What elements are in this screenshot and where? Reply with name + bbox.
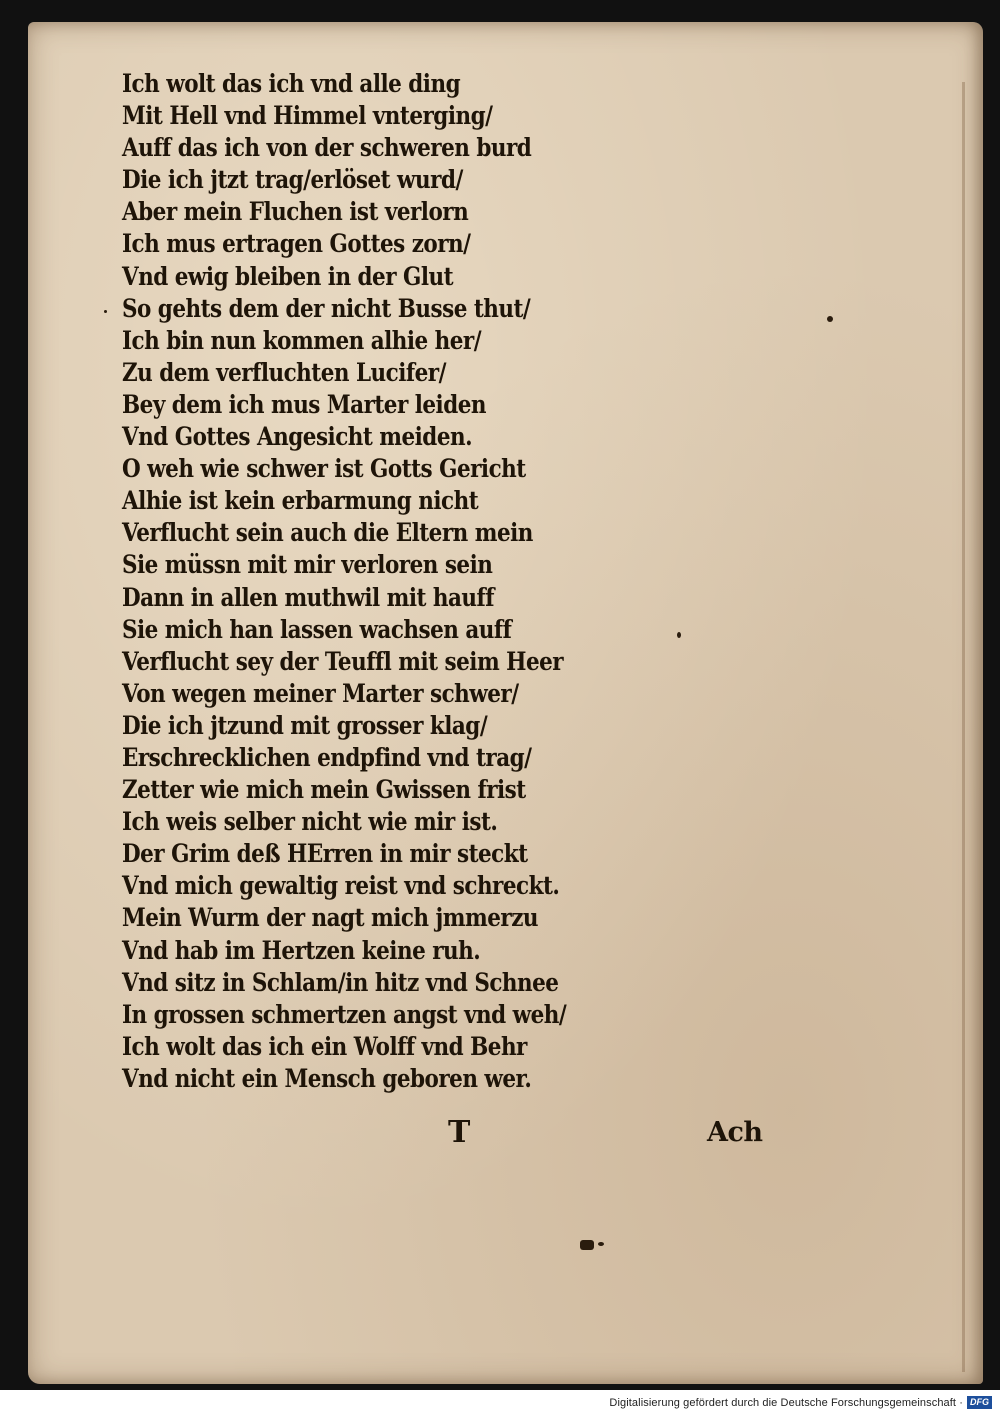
ink-speck xyxy=(827,316,833,322)
verse-line: So gehts dem der nicht Busse thut/ xyxy=(122,293,531,323)
verse-line: Der Grim deß HErren in mir steckt xyxy=(122,839,528,869)
verse-line: Vnd hab im Hertzen keine ruh. xyxy=(122,935,481,965)
verse-line: Vnd sitz in Schlam/in hitz vnd Schnee xyxy=(122,967,559,997)
verse-line: Sie mich han lassen wachsen auff xyxy=(122,614,512,644)
verse-line: Bey dem ich mus Marter leiden xyxy=(122,389,486,419)
verse-line: Verflucht sey der Teuffl mit seim Heer xyxy=(122,646,564,676)
verse-line: Dann in allen muthwil mit hauff xyxy=(122,582,494,612)
verse-line: Verflucht sein auch die Eltern mein xyxy=(122,518,533,548)
verse-line: In grossen schmertzen angst vnd weh/ xyxy=(122,999,567,1029)
verse-line: Sie müssn mit mir verloren sein xyxy=(122,550,493,580)
verse-line: Vnd Gottes Angesicht meiden. xyxy=(122,422,473,452)
footer xyxy=(609,1396,992,1409)
verse-line: Aber mein Fluchen ist verlorn xyxy=(122,197,469,227)
verse-line: Erschrecklichen endpfind vnd trag/ xyxy=(122,742,532,772)
page-edge-shadow xyxy=(962,82,965,1372)
verse-line: Die ich jtzund mit grosser klag/ xyxy=(122,710,488,740)
ink-speck xyxy=(104,310,107,313)
verse-line: Mit Hell vnd Himmel vnterging/ xyxy=(122,101,493,131)
poem-text xyxy=(122,68,639,1095)
verse-line: Alhie ist kein erbarmung nicht xyxy=(122,486,479,516)
verse-line: Ich bin nun kommen alhie her/ xyxy=(122,325,482,355)
ink-speck xyxy=(677,632,681,638)
verse-line: O weh wie schwer ist Gotts Gericht xyxy=(122,454,526,484)
verse-line: Von wegen meiner Marter schwer/ xyxy=(122,678,519,708)
verse-line: Ich wolt das ich ein Wolff vnd Behr xyxy=(122,1031,527,1061)
verse-line: Ich mus ertragen Gottes zorn/ xyxy=(122,229,471,259)
verse-line: Zetter wie mich mein Gwissen frist xyxy=(122,775,526,805)
funding-notice: Digitalisierung gefördert durch die Deutsche Forschungsgemeinschaft · xyxy=(609,1396,963,1409)
dfg-logo: DFG xyxy=(967,1396,992,1409)
catchword: Ach xyxy=(707,1117,763,1148)
signature-mark: T xyxy=(448,1115,471,1150)
verse-line: Vnd ewig bleiben in der Glut xyxy=(122,261,454,291)
ink-speck xyxy=(580,1240,594,1250)
ink-speck xyxy=(598,1242,604,1246)
verse-line: Die ich jtzt trag/erlöset wurd/ xyxy=(122,165,463,195)
verse-line: Vnd nicht ein Mensch geboren wer. xyxy=(122,1063,532,1093)
verse-line: Ich weis selber nicht wie mir ist. xyxy=(122,807,498,837)
verse-line: Auff das ich von der schweren burd xyxy=(122,133,532,163)
verse-line: Ich wolt das ich vnd alle ding xyxy=(122,69,461,98)
verse-line: Mein Wurm der nagt mich jmmerzu xyxy=(122,903,539,933)
verse-line: Zu dem verfluchten Lucifer/ xyxy=(122,357,446,387)
verse-line: Vnd mich gewaltig reist vnd schreckt. xyxy=(122,871,560,901)
